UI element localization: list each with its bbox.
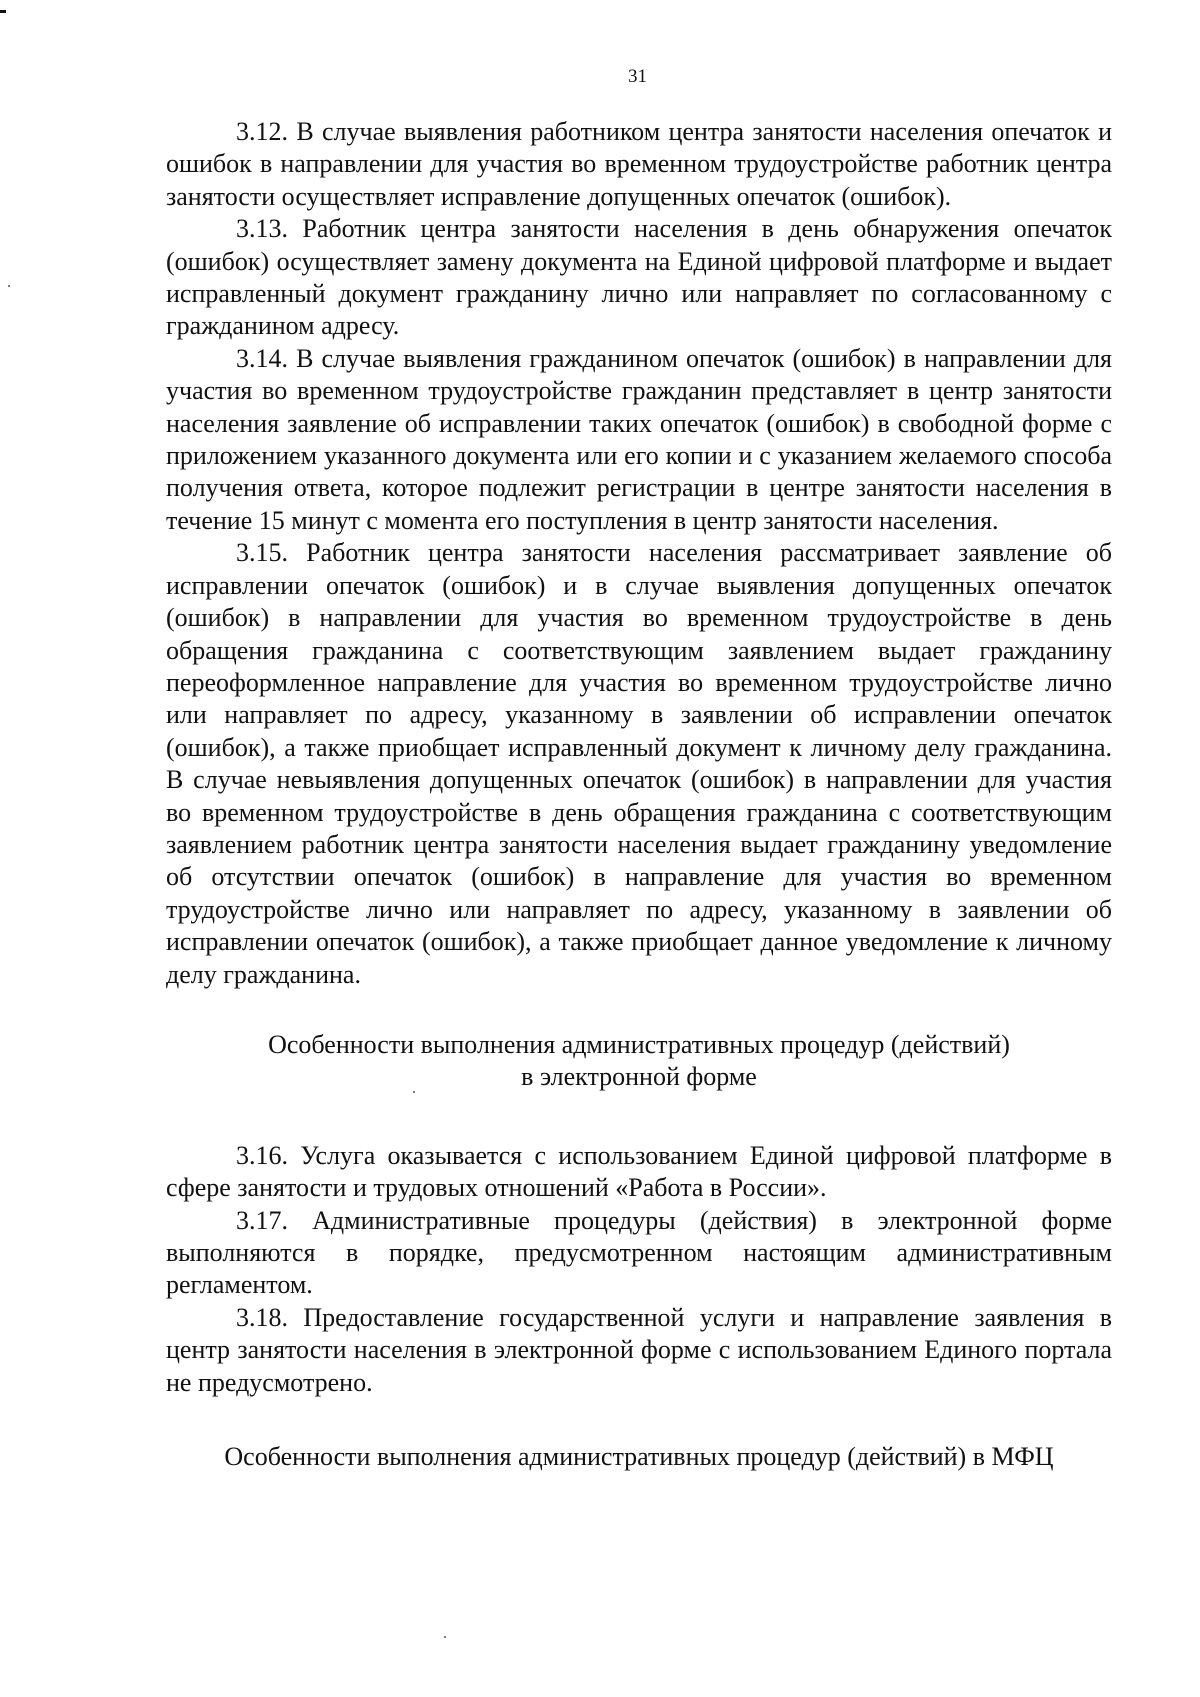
section-heading-mfc: Особенности выполнения административных процедур (действий) в МФЦ: [224, 1442, 1054, 1472]
section-heading-electronic-line2: в электронной форме: [521, 1062, 757, 1092]
paragraph-3-18: 3.18. Предоставление государственной услуги и направление заявления в центр занятости населения в электронной форме с использованием Единого портала не предусмотрено.: [166, 1302, 1112, 1397]
paragraph-3-17: 3.17. Административные процедуры (действия) в электронной форме выполняются в порядке, предусмотренном настоящим административным регламентом.: [166, 1205, 1112, 1300]
paragraph-3-14: 3.14. В случае выявления гражданином опечаток (ошибок) в направлении для участия во временном трудоустройстве гражданин представляет в центр занятости населения заявление об исправлении таких опечаток (ошибок) в свободной форме с приложением указанного документа или его копии и с указанием желаемого способа получения ответа, которое подлежит регистрации в центре занятости населения в течение 15 минут с момента его поступления в центр занятости населения.: [166, 343, 1112, 535]
paragraph-3-15: 3.15. Работник центра занятости населения рассматривает заявление об исправлении опечаток (ошибок) и в случае выявления допущенных опечаток (ошибок) в направлении для участия во временном трудоустройстве в день обращения гражданина с соответствующим заявлением выдает гражданину переоформленное направление для участия во временном трудоустройстве лично или направляет по адресу, указанному в заявлении об исправлении опечаток (ошибок), а также приобщает исправленный документ к личному делу гражданина. В случае невыявления допущенных опечаток (ошибок) в направлении для участия во временном трудоустройстве в день обращения гражданина с соответствующим заявлением работник центра занятости населения выдает гражданину уведомление об отсутствии опечаток (ошибок) в направление для участия во временном трудоустройстве лично или направляет по адресу, указанному в заявлении об исправлении опечаток (ошибок), а также приобщает данное уведомление к личному делу гражданина.: [166, 538, 1112, 989]
scan-edge-mark: [0, 10, 6, 13]
scan-speck: [444, 1636, 446, 1638]
paragraph-3-16: 3.16. Услуга оказывается с использованием Единой цифровой платформе в сфере занятости и трудовых отношений «Работа в России».: [166, 1140, 1112, 1203]
paragraph-3-13: 3.13. Работник центра занятости населения в день обнаружения опечаток (ошибок) осуществляет замену документа на Единой цифровой платформе и выдает исправленный документ гражданину лично или направляет по согласованному с гражданином адресу.: [166, 214, 1112, 341]
scan-speck: [8, 285, 10, 287]
page-number: 31: [628, 66, 647, 87]
document-body: [166, 116, 1112, 1473]
section-heading-electronic-line1: Особенности выполнения административных процедур (действий): [268, 1029, 1010, 1059]
section-heading-electronic: [166, 1029, 1112, 1094]
paragraph-3-12: 3.12. В случае выявления работником центра занятости населения опечаток и ошибок в направлении для участия во временном трудоустройстве работник центра занятости осуществляет исправление допущенных опечаток (ошибок).: [166, 117, 1112, 211]
